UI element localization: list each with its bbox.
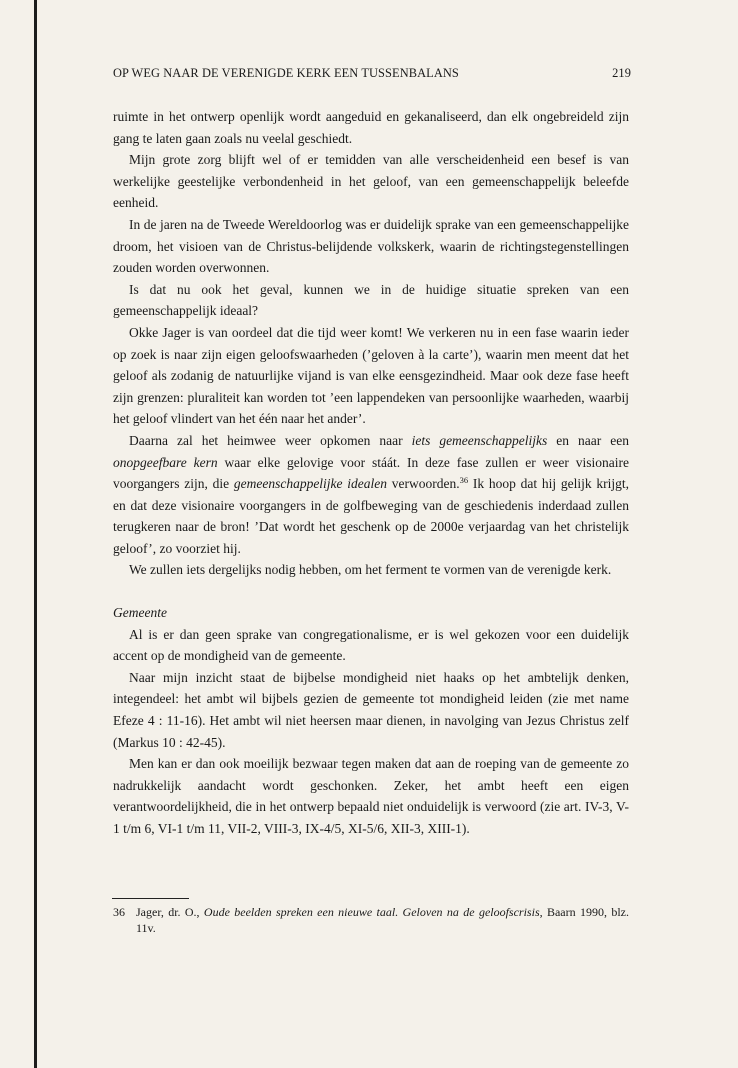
paragraph: Naar mijn inzicht staat de bijbelse mondigheid niet haaks op het ambtelijk denken, integendeel: het ambt wil bijbels gezien de gemeente tot mondigheid leiden (zie met name Efeze 4 : 11-16). Het ambt wil niet heersen maar dienen, in navolging van Jezus Christus zelf (Markus 10 : 42-45). [113,669,629,750]
body-text [113,106,629,840]
paragraph: Is dat nu ook het geval, kunnen we in de huidige situatie spreken van een gemeenschappelijk ideaal? [113,281,629,319]
paragraph: In de jaren na de Tweede Wereldoorlog was er duidelijk sprake van een gemeenschappelijke droom, het visioen van de Christus-belijdende volkskerk, waarin de richtingstegenstellingen zouden worden overwonnen. [113,216,629,276]
footnote-author: Jager, dr. O., [136,905,204,919]
footnote-text [136,904,629,936]
paragraph: Men kan er dan ook moeilijk bezwaar tegen maken dat aan de roeping van de gemeente zo nadrukkelijk aandacht wordt geschonken. Zeker, het ambt heeft een eigen verantwoordelijkheid, die in het ontwerp bepaald niet onduidelijk is verwoord (zie art. IV-3, V-1 t/m 6, VI-1 t/m 11, VII-2, VIII-3, IX-4/5, XI-5/6, XII-3, XIII-1). [113,756,629,836]
paragraph: ruimte in het ontwerp openlijk wordt aangeduid en gekanaliseerd, dan elk ongebreideld zijn gang te laten gaan zoals nu veelal geschiedt. [113,109,629,146]
paragraph: Al is er dan geen sprake van congregationalisme, er is wel gekozen voor een duidelijk accent op de mondigheid van de gemeente. [113,626,629,664]
emphasis-text: onopgeefbare kern [113,454,218,470]
page-number: 219 [612,66,631,80]
footnote [113,904,629,936]
paragraph-text: en naar een [547,432,629,448]
running-title: OP WEG NAAR DE VERENIGDE KERK EEN TUSSENBALANS [113,66,459,80]
footnote-publication: Baarn 1990, blz. 11v. [136,905,629,935]
paragraph: Okke Jager is van oordeel dat die tijd weer komt! We verkeren nu in een fase waarin ieder op zoek is naar zijn eigen geloofswaarheden (’geloven à la carte’), waarin men meent dat het geloof als zodanig de natuurlijke vijand is van elke eensgezindheid. Maar ook deze fase heeft zijn grenzen: pluraliteit kan worden tot ’een lappendeken van persoonlijke waarheden, waarbij het geloof vlindert van het één naar het ander’. [113,324,629,427]
paragraph [113,430,629,560]
footnote-reference[interactable]: 36 [459,475,469,486]
footnote-number: 36 [113,905,125,919]
section-heading: Gemeente [113,605,167,621]
page-binding-edge [34,0,37,1068]
paragraph: Mijn grote zorg blijft wel of er temidden van alle verscheidenheid een besef is van werkelijke geestelijke verbondenheid in het geloof, van een gemeenschappelijk beleefde eenheid. [113,152,629,211]
paragraph-text: Daarna zal het heimwee weer opkomen naar [129,432,412,448]
paragraph-text: verwoorden. [387,476,460,492]
paragraph: We zullen iets dergelijks nodig hebben, om het ferment te vormen van de verenigde kerk. [129,562,612,578]
paragraph-text: Ik hoop dat hij gelijk krijgt, en dat deze visionaire voorgangers in de golfbeweging van de geschiedenis inderdaad zullen terugkeren naar de bron! ’Dat wordt het geschenk op de 2000e verjaardag van het christelijk geloof’, zo voorziet hij. [113,476,629,556]
footnote-title: Oude beelden spreken een nieuwe taal. Geloven na de geloofscrisis, [203,905,543,919]
emphasis-text: iets gemeenschappelijks [411,432,548,448]
footnote-divider [112,898,189,899]
emphasis-text: gemeenschappelijke idealen [233,476,388,492]
paragraph-text: waar elke gelovige voor stáát. In deze fase zullen er weer visionaire voorgangers zijn, die [113,454,629,492]
